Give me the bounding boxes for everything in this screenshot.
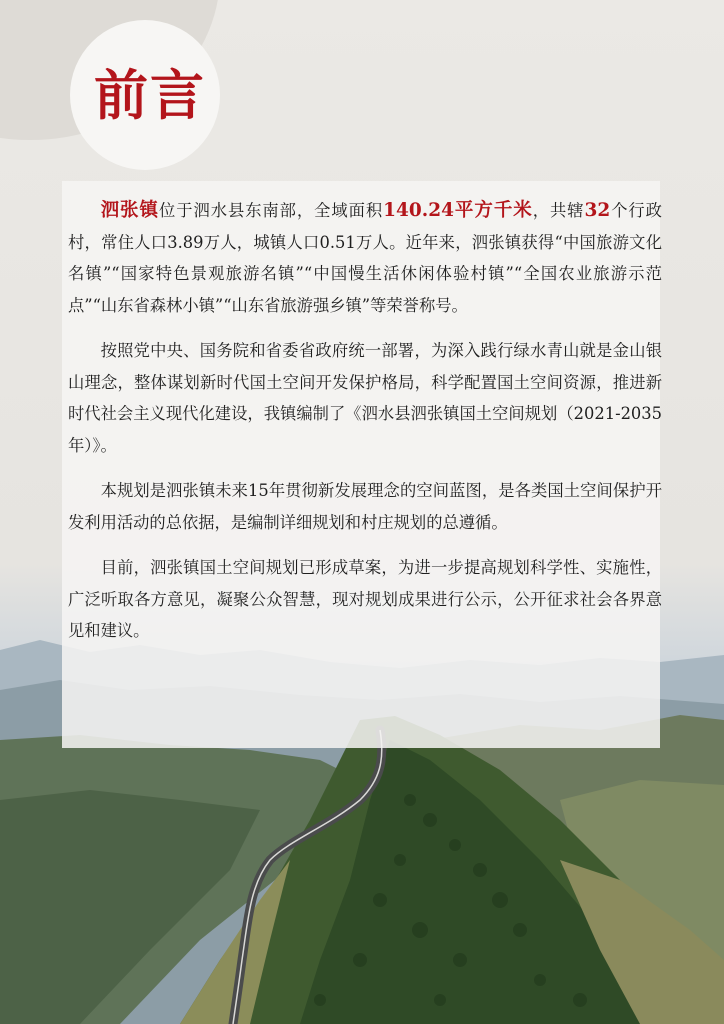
- intro-paragraph: [68, 195, 662, 321]
- preface-body: [68, 195, 662, 647]
- paragraph-plan-basis: 按照党中央、国务院和省委省政府统一部署，为深入践行绿水青山就是金山银山理念，整体谋划新时代国土空间开发保护格局，科学配置国土空间资源，推进新时代社会主义现代化建设，我镇编制了《泗水县泗张镇国土空间规划（2021-2035年）》。: [68, 341, 662, 455]
- page-title: 前言: [94, 63, 206, 127]
- area-value: 140.24平方千米: [383, 200, 533, 221]
- village-count: 32: [584, 200, 611, 221]
- paragraph-plan-role: 本规划是泗张镇未来15年贯彻新发展理念的空间蓝图，是各类国土空间保护开发利用活动的总依据，是编制详细规划和村庄规划的总遵循。: [68, 481, 662, 532]
- intro-text-1: 位于泗水县东南部，全域面积: [158, 201, 384, 220]
- intro-text-3: 个行政村，常住人口3.89万人，城镇人口0.51万人。近年来，泗张镇获得“中国旅游文化名镇”“国家特色景观旅游名镇”“中国慢生活休闲体验村镇”“全国农业旅游示范点”“山东省森林小镇”“山东省旅游强乡镇”等荣誉称号。: [68, 201, 662, 315]
- intro-text-2: ，共辖: [532, 201, 585, 220]
- town-name: 泗张镇: [100, 200, 159, 221]
- paragraph-public-notice: 目前，泗张镇国土空间规划已形成草案，为进一步提高规划科学性、实施性，广泛听取各方意见，凝聚公众智慧，现对规划成果进行公示，公开征求社会各界意见和建议。: [68, 558, 662, 640]
